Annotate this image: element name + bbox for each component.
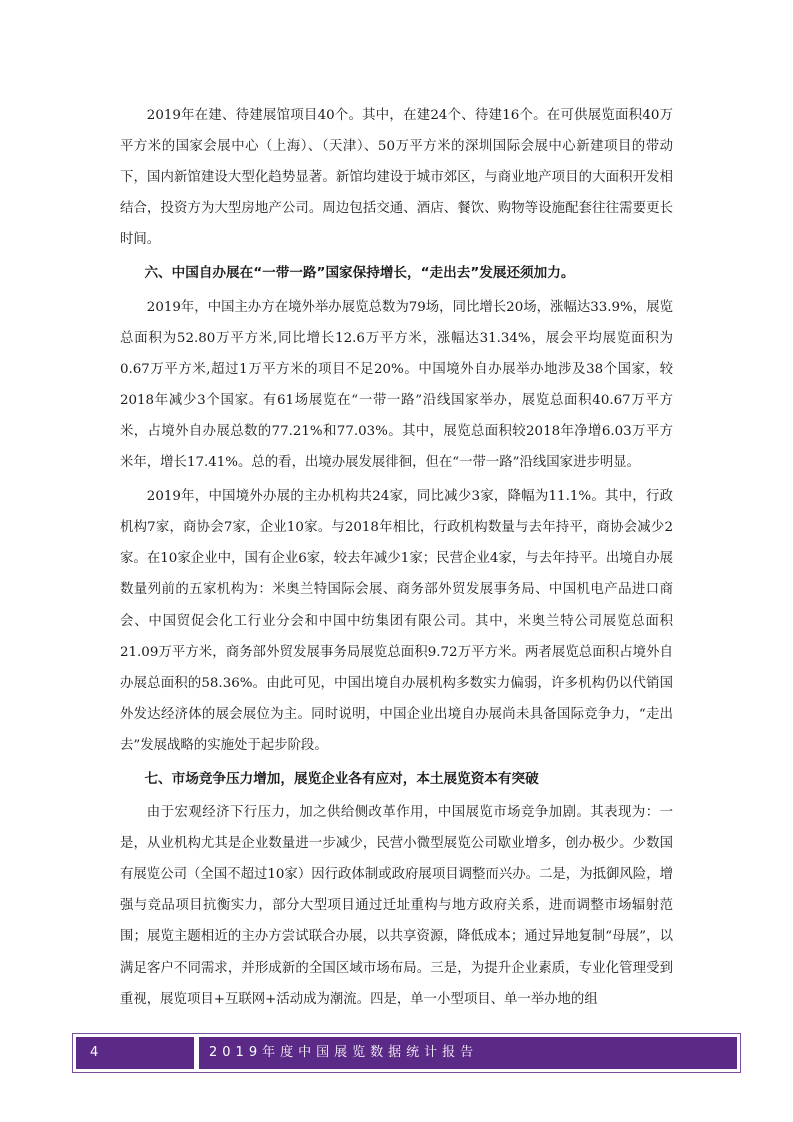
page-number: 4: [90, 1045, 99, 1060]
document-body: [120, 100, 673, 1018]
footer-bar: [76, 1037, 737, 1069]
paragraph-venue-construction: 2019年在建、待建展馆项目40个。其中，在建24个、待建16个。在可供展览面积40万平方米的国家会展中心（上海）、（天津）、50万平方米的深圳国际会展中心新建项目的带动下，国内新馆建设大型化趋势显著。新馆均建设于城市郊区，与商业地产项目的大面积开发相结合，投资方为大型房地产公司。周边包括交通、酒店、餐饮、购物等设施配套往往需要更长时间。: [120, 108, 673, 248]
section-heading-six: 六、中国自办展在“一带一路”国家保持增长，“走出去”发展还须加力。: [144, 265, 575, 282]
page-footer: [72, 1033, 741, 1073]
paragraph-overseas-organizers: 2019年，中国境外办展的主办机构共24家，同比减少3家，降幅为11.1%。其中，行政机构7家，商协会7家，企业10家。与2018年相比，行政机构数量与去年持平，商协会减少2家。在10家企业中，国有企业6家，较去年减少1家；民营企业4家，与去年持平。出境自办展数量列前的五家机构为：米奥兰特国际会展、商务部外贸发展事务局、中国机电产品进口商会、中国贸促会化工行业分会和中国中纺集团有限公司。其中，米奥兰特公司展览总面积21.09万平方米，商务部外贸发展事务局展览总面积9.72万平方米。两者展览总面积占境外自办展总面积的58.36%。由此可见，中国出境自办展机构多数实力偏弱，许多机构仍以代销国外发达经济体的展会展位为主。同时说明，中国企业出境自办展尚未具备国际竞争力，“走出去”发展战略的实施处于起步阶段。: [120, 489, 673, 753]
footer-report-title: 2019年度中国展览数据统计报告: [209, 1045, 479, 1060]
paragraph-overseas-exhibitions: 2019年，中国主办方在境外举办展览总数为79场，同比增长20场，涨幅达33.9%，展览总面积为52.80万平方米,同比增长12.6万平方米，涨幅达31.34%，展会平均展览面积为0.67万平方米,超过1万平方米的项目不足20%。中国境外自办展举办地涉及38个国家，较2018年减少3个国家。有61场展览在“一带一路”沿线国家举办，展览总面积40.67万平方米，占境外自办展总数的77.21%和77.03%。其中，展览总面积较2018年净增6.03万平方米年，增长17.41%。总的看，出境办展发展徘徊，但在“一带一路”沿线国家进步明显。: [120, 299, 673, 471]
paragraph-market-competition: 由于宏观经济下行压力，加之供给侧改革作用，中国展览市场竞争加剧。其表现为：一是，从业机构尤其是企业数量进一步减少，民营小微型展览公司歇业增多，创办极少。少数国有展览公司（全国不超过10家）因行政体制或政府展项目调整而兴办。二是，为抵御风险，增强与竞品项目抗衡实力，部分大型项目通过迁址重构与地方政府关系，进而调整市场辐射范围；展览主题相近的主办方尝试联合办展，以共享资源，降低成本；通过异地复制“母展”，以满足客户不同需求，并形成新的全国区域市场布局。三是，为提升企业素质，专业化管理受到重视，展览项目+互联网+活动成为潮流。四是，单一小型项目、单一举办地的组: [120, 805, 673, 1007]
section-heading-seven: 七、市场竞争压力增加，展览企业各有应对，本土展览资本有突破: [144, 770, 539, 787]
